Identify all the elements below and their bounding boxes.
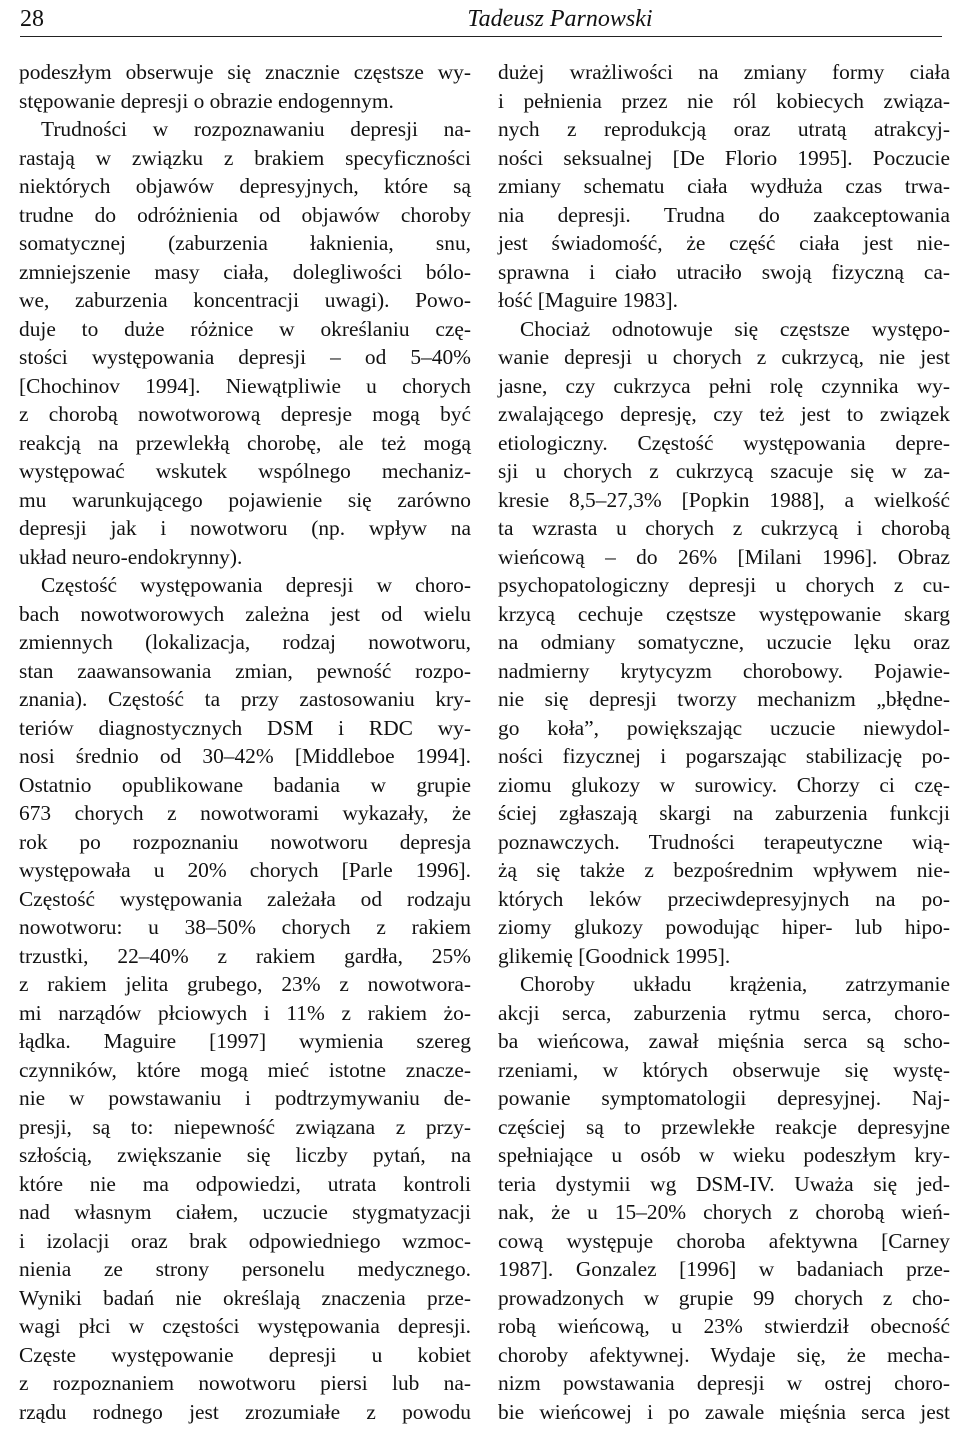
left-column-text-line: [Chochinov 1994]. Niewątpliwie u chorych: [19, 373, 471, 398]
right-column-text-line: łość [Maguire 1983].: [498, 288, 678, 312]
left-column-text-line: czynników, które mogą mieć istotne znacze-: [19, 1057, 471, 1082]
left-column-text-line: nie w powstawaniu i podtrzymywaniu de-: [19, 1086, 471, 1110]
left-column-text-line: we, zaburzenia koncentracji uwagi). Powo-: [19, 288, 471, 312]
right-column-text-line: jest świadomość, że część ciała jest nie-: [498, 231, 950, 255]
right-column-text-line: zmiany schematu ciała wydłuża czas trwa-: [498, 174, 950, 198]
left-column-text-line: duje to duże różnice w określaniu czę-: [19, 316, 471, 341]
right-column-text-line: ności seksualnej [De Florio 1995]. Poczucie: [498, 145, 950, 170]
left-column-text-line: i izolacji oraz brak odpowiedniego wzmoc-: [19, 1228, 471, 1253]
right-column: [498, 58, 950, 1426]
right-column-text-line: ziomy glukozy powodując hiper- lub hipo-: [498, 915, 950, 939]
right-column-text-line: nia depresji. Trudna do zaakceptowania: [498, 202, 950, 227]
left-column-text-line: z chorobą nowotworową depresje mogą być: [19, 402, 471, 426]
left-column-text-line: które nie ma odpowiedzi, utrata kontroli: [19, 1171, 471, 1196]
left-column-text-line: Ostatnio opublikowane badania w grupie: [19, 772, 471, 797]
right-column-text-line: spełniające u osób w wieku podeszłym kry-: [498, 1143, 950, 1167]
right-column-text-line: Choroby układu krążenia, zatrzymanie: [520, 972, 950, 996]
header-rule: [20, 36, 942, 37]
left-column-text-line: presji, są to: niepewność związana z przy-: [19, 1114, 471, 1139]
right-column-text-line: ności fizycznej i pogarszając stabilizację po-: [498, 744, 950, 768]
left-column-text-line: mi narządów płciowych i 11% z rakiem żo-: [19, 1000, 471, 1025]
left-column-text-line: z rakiem jelita grubego, 23% z nowotwora-: [19, 972, 471, 996]
right-column-text-line: sji u chorych z cukrzycą szacuje się w za-: [498, 459, 950, 483]
right-column-text-line: dużej wrażliwości na zmiany formy ciała: [498, 60, 950, 84]
left-column-text-line: nosi średnio od 30–42% [Middleboe 1994].: [19, 744, 471, 768]
right-column-text-line: ba wieńcowa, zawał mięśnia serca są scho-: [498, 1029, 950, 1053]
left-column-text-line: nienia ze strony personelu medycznego.: [19, 1257, 471, 1281]
left-column-text-line: bach nowotworowych zależna jest od wielu: [19, 601, 471, 626]
left-column-text-line: depresji jak i nowotworu (np. wpływ na: [19, 516, 471, 540]
right-column-text-line: psychopatologiczny depresji u chorych z cu-: [498, 573, 950, 597]
left-column-text-line: występowała u 20% chorych [Parle 1996].: [19, 858, 471, 882]
right-column-text-line: żą się także z bezpośrednim wpływem nie-: [498, 858, 950, 882]
running-head-author: Tadeusz Parnowski: [467, 6, 653, 32]
left-column-text-line: nad własnym ciałem, uczucie stygmatyzacji: [19, 1200, 471, 1224]
left-column-text-line: zmiennych (lokalizacja, rodzaj nowotworu,: [19, 630, 471, 654]
right-column-text-line: prowadzonych w grupie 99 chorych z cho-: [498, 1285, 950, 1310]
right-column-text-line: których leków przeciwdepresyjnych na po-: [498, 886, 950, 911]
right-column-text-line: bie wieńcowej i po zawale mięśnia serca jest: [498, 1399, 950, 1424]
left-column-text-line: niektórych objawów depresyjnych, które są: [19, 174, 471, 198]
right-column-text-line: teria dystymii wg DSM-IV. Uważa się jed-: [498, 1171, 950, 1196]
left-column-text-line: rządu rodnego jest zrozumiałe z powodu: [19, 1399, 471, 1424]
right-column-text-line: choroby afektywnej. Wydaje się, że mecha-: [498, 1342, 950, 1367]
right-column-text-line: zwalającego depresję, czy też jest to związek: [498, 402, 950, 426]
right-column-text-line: nie się depresji tworzy mechanizm „błędne-: [498, 687, 950, 711]
right-column-text-line: nizm powstawania depresji w ostrej choro-: [498, 1371, 950, 1395]
right-column-text-line: kresie 8,5–27,3% [Popkin 1988], a wielkość: [498, 487, 950, 512]
right-column-text-line: i pełnienia przez nie ról kobiecych związa-: [498, 88, 950, 113]
page-number: 28: [20, 6, 44, 32]
left-column-text-line: reakcją na przewlekłą chorobę, ale też mogą: [19, 430, 471, 455]
left-column-text-line: trudne do odróżnienia od objawów choroby: [19, 202, 471, 227]
right-column-text-line: krzycą cechuje częstsze występowanie skarg: [498, 601, 950, 626]
left-column: [19, 58, 471, 1426]
right-column-text-line: nak, że u 15–20% chorych z chorobą wień-: [498, 1200, 950, 1224]
left-column-text-line: Częstość występowania depresji w choro-: [41, 573, 471, 597]
left-column-text-line: rok po rozpoznaniu nowotworu depresja: [19, 829, 471, 854]
right-column-text-line: rzeniami, w których obserwuje się wystę-: [498, 1057, 950, 1082]
right-column-text-line: nych z reprodukcją oraz utratą atrakcyj-: [498, 117, 950, 141]
left-column-text-line: nowotworu: u 38–50% chorych z rakiem: [19, 915, 471, 939]
left-column-text-line: teriów diagnostycznych DSM i RDC wy-: [19, 715, 471, 740]
right-column-text-line: go koła”, powiększając uczucie niewydol-: [498, 715, 950, 740]
right-column-text-line: jasne, czy cukrzyca pełni rolę czynnika wy-: [498, 373, 950, 398]
left-column-text-line: szłością, zwiększanie się liczby pytań, na: [19, 1143, 471, 1167]
left-column-text-line: łądka. Maguire [1997] wymienia szereg: [19, 1029, 471, 1053]
left-column-text-line: Częstość występowania zależała od rodzaju: [19, 886, 471, 911]
right-column-text-line: częściej są to przewlekłe reakcje depresyjne: [498, 1114, 950, 1139]
right-column-text-line: cową występuje choroba afektywna [Carney: [498, 1228, 950, 1253]
right-column-text-line: ta wzrasta u chorych z cukrzycą i chorobą: [498, 516, 950, 540]
left-column-text-line: wagi płci w częstości występowania depresji.: [19, 1314, 471, 1338]
right-column-text-line: powanie symptomatologii depresyjnej. Naj-: [498, 1086, 950, 1110]
right-column-text-line: robą wieńcową, u 23% stwierdził obecność: [498, 1314, 950, 1338]
left-column-text-line: rastają w związku z brakiem specyficzności: [19, 145, 471, 170]
left-column-text-line: stości występowania depresji – od 5–40%: [19, 345, 471, 369]
left-column-text-line: Częste występowanie depresji u kobiet: [19, 1342, 471, 1367]
left-column-text-line: mu warunkującego pojawienie się zarówno: [19, 487, 471, 512]
left-column-text-line: układ neuro-endokrynny).: [19, 544, 243, 569]
left-column-text-line: podeszłym obserwuje się znacznie częstsze wy-: [19, 60, 471, 84]
left-column-text-line: z rozpoznaniem nowotworu piersi lub na-: [19, 1371, 471, 1395]
right-column-text-line: ściej zgłaszają skargi na zaburzenia funkcji: [498, 801, 950, 825]
left-column-text-line: Wyniki badań nie określają znaczenia prze-: [19, 1285, 471, 1310]
right-column-text-line: na odmiany somatyczne, uczucie lęku oraz: [498, 630, 950, 654]
left-column-text-line: somatycznej (zaburzenia łaknienia, snu,: [19, 231, 471, 255]
left-column-text-line: zmniejszenie masy ciała, dolegliwości bólo-: [19, 259, 471, 284]
left-column-text-line: 673 chorych z nowotworami wykazały, że: [19, 801, 471, 825]
right-column-text-line: akcji serca, zaburzenia rytmu serca, choro-: [498, 1000, 950, 1025]
right-column-text-line: 1987]. Gonzalez [1996] w badaniach prze-: [498, 1257, 950, 1281]
right-column-text-line: glikemię [Goodnick 1995].: [498, 943, 731, 968]
left-column-text-line: występować wskutek wspólnego mechaniz-: [19, 459, 471, 483]
right-column-text-line: poznawczych. Trudności terapeutyczne wią-: [498, 829, 950, 854]
left-column-text-line: trzustki, 22–40% z rakiem gardła, 25%: [19, 943, 471, 968]
left-column-text-line: stan zaawansowania zmian, pewność rozpo-: [19, 658, 471, 683]
right-column-text-line: etiologiczny. Częstość występowania depre-: [498, 430, 950, 455]
right-column-text-line: wanie depresji u chorych z cukrzycą, nie jest: [498, 345, 950, 369]
right-column-text-line: nadmierny krytycyzm chorobowy. Pojawie-: [498, 658, 950, 683]
right-column-text-line: Chociaż odnotowuje się częstsze występo-: [520, 316, 950, 341]
right-column-text-line: wieńcową – do 26% [Milani 1996]. Obraz: [498, 544, 950, 569]
right-column-text-line: sprawna i ciało utraciło swoją fizyczną ca-: [498, 259, 950, 284]
right-column-text-line: ziomu glukozy w surowicy. Chorzy ci czę-: [498, 772, 950, 797]
left-column-text-line: znania). Częstość ta przy zastosowaniu kry-: [19, 687, 471, 711]
left-column-text-line: Trudności w rozpoznawaniu depresji na-: [41, 117, 471, 141]
left-column-text-line: stępowanie depresji o obrazie endogennym.: [19, 88, 394, 113]
